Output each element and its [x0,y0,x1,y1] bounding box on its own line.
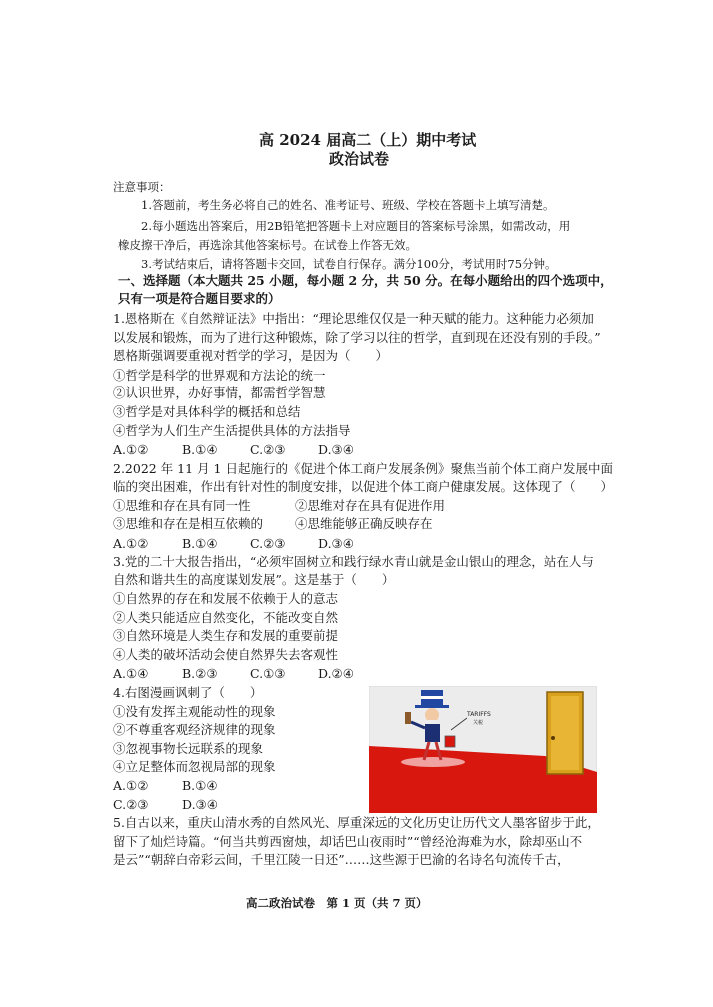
question-2-stem: 2.2022 年 11 月 1 日起施行的《促进个体工商户发展条例》聚焦当前个体工商户发展中面 [113,461,613,476]
question-1-choice: B.①④ [182,442,218,457]
question-1-choice: C.②③ [250,442,286,457]
question-4-statement: ②不尊重客观经济规律的现象 [113,722,276,737]
question-2-statement: ③思维和存在是相互依赖的 [113,516,264,531]
question-3-choice: B.②③ [182,666,218,681]
question-4-statement: ③忽视事物长远联系的现象 [113,741,264,756]
paint-brush [405,712,411,724]
tariffs-sublabel: 关税 [473,720,484,726]
section-heading: 一、选择题（本大题共 25 小题，每小题 2 分，共 50 分。在每小题给出的四个选项中， [118,273,613,288]
door-knob [551,736,555,740]
page-title: 高 2024 届高二（上）期中考试 [259,131,477,149]
notice-item: 1.答题前，考生务必将自己的姓名、准考证号、班级、学校在答题卡上填写清楚。 [141,198,555,212]
question-3-statement: ②人类只能适应自然变化，不能改变自然 [113,610,339,625]
question-4-choice: D.③④ [182,797,218,812]
question-3-stem: 3.党的二十大报告指出，“必须牢固树立和践行绿水青山就是金山银山的理念，站在人与 [113,554,594,569]
question-4-statement: ④立足整体而忽视局部的现象 [113,759,276,774]
cartoon-svg [369,686,597,813]
hat-brim [415,705,449,708]
coat [425,724,440,742]
question-1-statement: ③哲学是对具体科学的概括和总结 [113,404,301,419]
question-1-statement: ②认识世界，办好事情，都需哲学智慧 [113,385,326,400]
question-1-statement: ④哲学为人们生产生活提供具体的方法指导 [113,423,351,438]
question-3-choice: A.①④ [113,666,149,681]
paint-bucket [445,736,455,747]
question-1-stem: 以发展和锻炼，而为了进行这种锻炼，除了学习以往的哲学，直到现在还没有别的手段。” [113,330,601,345]
question-2-statement: ①思维和存在具有同一性 [113,498,251,513]
question-1-stem: 恩格斯强调要重视对哲学的学习，是因为（ ） [113,348,389,363]
tariffs-label: TARIFFS [467,711,491,718]
question-1-statement: ①哲学是科学的世界观和方法论的统一 [113,368,326,383]
question-5-stem: 是云”“朝辞白帝彩云间，千里江陵一日还”……这些源于巴渝的名诗名句流传千古， [113,852,570,867]
page-subtitle: 政治试卷 [329,150,390,168]
question-5-stem: 5.自古以来，重庆山清水秀的自然风光、厚重深远的文化历史让历代文人墨客留步于此， [113,815,600,830]
question-3-choice: C.①③ [250,666,286,681]
notice-item: 2.每小题选出答案后，用2B铅笔把答题卡上对应题目的答案标号涂黑，如需改动，用 [141,219,571,233]
hat-stripe [421,696,443,699]
question-4-choice: B.①④ [182,778,218,793]
question-2-choice: C.②③ [250,536,286,551]
question-3-statement: ③自然环境是人类生存和发展的重要前提 [113,628,339,643]
question-4-choice: A.①② [113,778,149,793]
question-2-stem: 临的突出困难，作出有针对性的制度安排，以促进个体工商户健康发展。这体现了（ ） [113,479,614,494]
question-1-stem: 1.恩格斯在《自然辩证法》中指出：“理论思维仅仅是一种天赋的能力。这种能力必须加 [113,311,594,326]
door-panel [551,696,579,770]
question-4-statement: ①没有发挥主观能动性的现象 [113,704,276,719]
notice-item: 3.考试结束后，请将答题卡交回，试卷自行保存。满分100分，考试用时75分钟。 [141,257,557,271]
cartoon-illustration [369,686,597,813]
question-3-statement: ①自然界的存在和发展不依赖于人的意志 [113,591,339,606]
question-2-statement: ②思维对存在具有促进作用 [295,498,446,513]
question-2-choice: A.①② [113,536,149,551]
question-3-statement: ④人类的破坏活动会使自然界失去客观性 [113,647,339,662]
page-footer: 高二政治试卷 第 1 页（共 7 页） [246,896,428,910]
face [425,708,439,722]
notice-item: 橡皮擦干净后，再选涂其他答案标号。在试卷上作答无效。 [118,238,417,252]
section-heading-cont: 只有一项是符合题目要求的） [118,291,281,306]
question-5-stem: 留下了灿烂诗篇。“何当共剪西窗烛，却话巴山夜雨时”“曾经沧海难为水，除却巫山不 [113,834,583,849]
question-3-stem: 自然和谐共生的高度谋划发展”。这是基于（ ） [113,572,395,587]
question-2-choice: B.①④ [182,536,218,551]
question-1-choice: D.③④ [318,442,354,457]
question-3-choice: D.②④ [318,666,354,681]
question-2-statement: ④思维能够正确反映存在 [295,516,433,531]
question-1-choice: A.①② [113,442,149,457]
unpainted-spot [401,757,465,767]
question-4-choice: C.②③ [113,797,149,812]
question-4-stem: 4.右图漫画讽刺了（ ） [113,685,263,700]
question-2-choice: D.③④ [318,536,354,551]
notice-heading: 注意事项： [113,180,171,194]
